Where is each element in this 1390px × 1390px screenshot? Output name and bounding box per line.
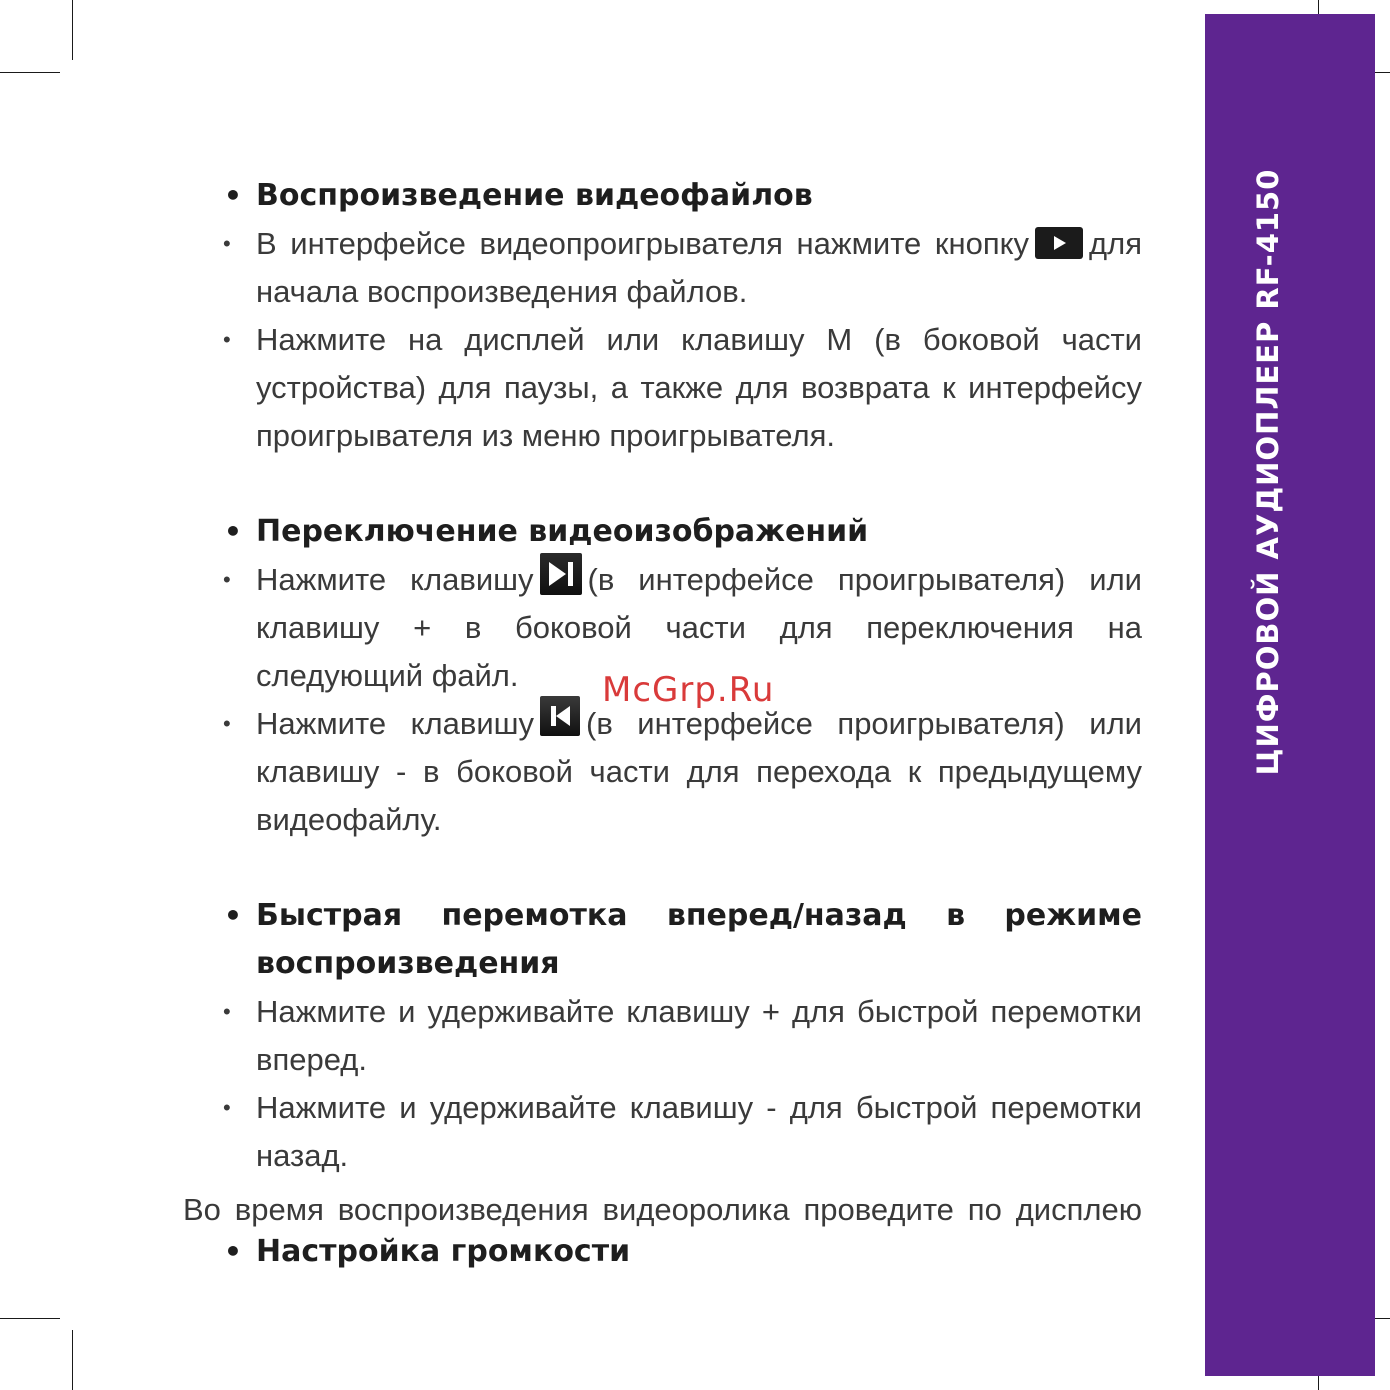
list-item: • Нажмите на дисплей или клавишу M (в боковой части устройства) для паузы, а также для возврата к интерфейсу проигрывателя из меню проигрывателя. [220,316,1142,460]
item-bullet: • [223,999,231,1024]
crop-mark [0,1318,60,1319]
section-volume [220,1228,1142,1276]
watermark: McGrp.Ru [602,670,775,710]
item-bullet: • [223,327,231,352]
heading-bullet: • [224,1235,242,1268]
item-bullet: • [223,231,231,256]
play-icon [1035,227,1083,259]
list-item: • В интерфейсе видеопроигрывателя нажмите кнопку для начала воспроизведения файлов. [220,220,1142,316]
crop-mark [72,0,73,60]
list-item: • Нажмите и удерживайте клавишу - для быстрой перемотки назад. [220,1084,1142,1180]
side-strip [1205,14,1375,1376]
section-heading: • Переключение видеоизображений [220,508,1142,556]
list-item: • Нажмите и удерживайте клавишу + для быстрой перемотки вперед. [220,988,1142,1084]
next-track-icon [540,553,582,595]
volume-paragraph: Во время воспроизведения видеоролика проведите по дисплею [183,1192,1142,1227]
list-item: • Нажмите клавишу (в интерфейсе проигрывателя) или клавишу - в боковой части для перехода к предыдущему видеофайлу. [220,700,1142,844]
section-heading: • Быстрая перемотка вперед/назад в режиме воспроизведения [220,892,1142,988]
item-bullet: • [223,567,231,592]
heading-bullet: • [224,179,242,212]
item-bullet: • [223,1095,231,1120]
section-heading: • Воспроизведение видеофайлов [220,172,1142,220]
section-video-playback [220,172,1142,460]
section-heading: • Настройка громкости [220,1228,1142,1276]
crop-mark [72,1330,73,1390]
page-content [220,172,1142,1324]
list-item: • Нажмите клавишу (в интерфейсе проигрывателя) или клавишу + в боковой части для переключения на следующий файл. [220,556,1142,700]
heading-bullet: • [224,515,242,548]
item-bullet: • [223,711,231,736]
heading-bullet: • [224,899,242,932]
previous-track-icon [540,696,580,736]
crop-mark [0,72,60,73]
side-title: ЦИФРОВОЙ АУДИОПЛЕЕР RF-4150 [1251,168,1285,776]
section-fast-rewind [220,892,1142,1180]
